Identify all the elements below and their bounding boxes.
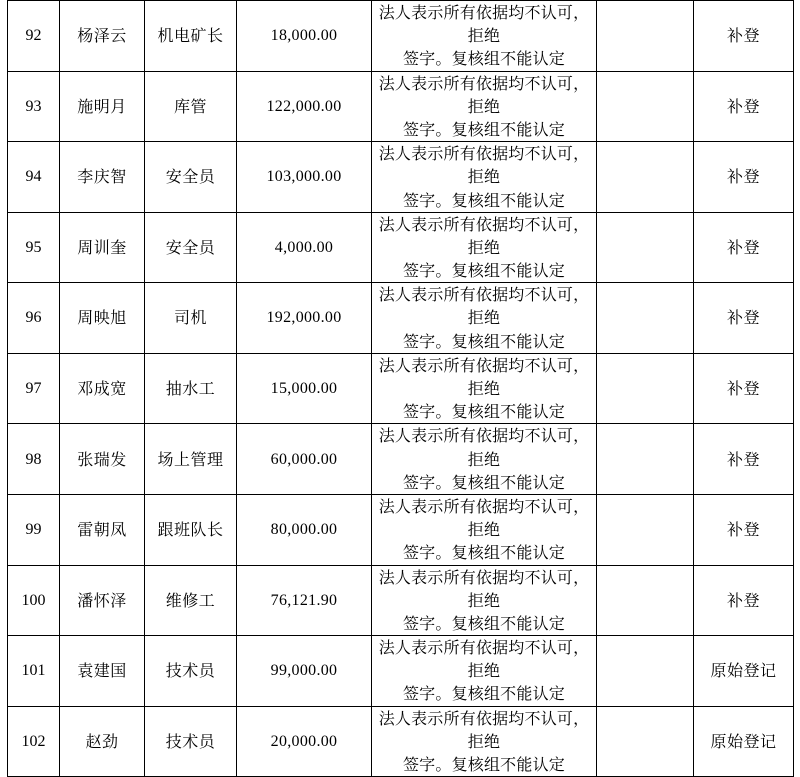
row-number-cell: 92	[8, 1, 60, 72]
claim-amount-cell: 60,000.00	[237, 424, 372, 495]
review-opinion-line-2: 签字。复核组不能认定	[402, 261, 565, 281]
review-opinion-line-2: 签字。复核组不能认定	[402, 755, 565, 774]
claim-amount-cell: 18,000.00	[237, 1, 372, 72]
review-opinion-cell	[372, 636, 597, 707]
table-row	[8, 212, 794, 283]
row-number-cell: 95	[8, 212, 60, 283]
review-opinion-line-1: 法人表示所有依据均不认可，拒绝	[378, 496, 590, 540]
notes-cell	[597, 142, 694, 213]
claim-amount-cell: 80,000.00	[237, 494, 372, 565]
claimant-name-cell: 邓成宽	[60, 353, 145, 424]
claimant-role-cell: 司机	[145, 283, 237, 354]
row-number-cell: 97	[8, 353, 60, 424]
claimant-role-cell: 技术员	[145, 636, 237, 707]
table-row	[8, 283, 794, 354]
table-row	[8, 636, 794, 707]
review-opinion-line-1: 法人表示所有依据均不认可，拒绝	[378, 708, 590, 751]
review-opinion-cell	[372, 142, 597, 213]
notes-cell	[597, 424, 694, 495]
review-opinion-line-2: 签字。复核组不能认定	[402, 49, 565, 69]
review-opinion-cell	[372, 706, 597, 777]
claims-table	[7, 0, 794, 777]
table-row	[8, 142, 794, 213]
notes-cell	[597, 283, 694, 354]
claim-amount-cell: 76,121.90	[237, 565, 372, 636]
row-number-cell: 98	[8, 424, 60, 495]
row-number-cell: 99	[8, 494, 60, 565]
table-row	[8, 1, 794, 72]
claim-amount-cell: 192,000.00	[237, 283, 372, 354]
review-opinion-line-1: 法人表示所有依据均不认可，拒绝	[378, 426, 590, 469]
claimant-role-cell: 抽水工	[145, 353, 237, 424]
table-row	[8, 706, 794, 777]
claim-amount-cell: 15,000.00	[237, 353, 372, 424]
table-row	[8, 565, 794, 636]
claimant-role-cell: 安全员	[145, 212, 237, 283]
review-opinion-cell	[372, 212, 597, 283]
review-opinion-line-2: 签字。复核组不能认定	[402, 331, 565, 351]
registration-type-cell: 补登	[694, 142, 794, 213]
review-opinion-cell	[372, 71, 597, 142]
review-opinion-line-2: 签字。复核组不能认定	[402, 119, 565, 139]
review-opinion-line-2: 签字。复核组不能认定	[402, 472, 565, 492]
claimant-name-cell: 李庆智	[60, 142, 145, 213]
registration-type-cell: 原始登记	[694, 636, 794, 707]
row-number-cell: 100	[8, 565, 60, 636]
review-opinion-line-2: 签字。复核组不能认定	[402, 543, 565, 563]
review-opinion-cell	[372, 424, 597, 495]
claimant-role-cell: 库管	[145, 71, 237, 142]
claimant-name-cell: 潘怀泽	[60, 565, 145, 636]
review-opinion-line-2: 签字。复核组不能认定	[402, 684, 565, 704]
review-opinion-cell	[372, 283, 597, 354]
review-opinion-line-1: 法人表示所有依据均不认可，拒绝	[378, 144, 590, 187]
registration-type-cell: 补登	[694, 283, 794, 354]
claimant-name-cell: 赵劲	[60, 706, 145, 777]
registration-type-cell: 补登	[694, 424, 794, 495]
claimant-role-cell: 场上管理	[145, 424, 237, 495]
registration-type-cell: 补登	[694, 71, 794, 142]
claimant-role-cell: 安全员	[145, 142, 237, 213]
table-row	[8, 494, 794, 565]
review-opinion-cell	[372, 494, 597, 565]
review-opinion-line-1: 法人表示所有依据均不认可，拒绝	[378, 214, 590, 257]
review-opinion-line-1: 法人表示所有依据均不认可，拒绝	[378, 73, 590, 116]
review-opinion-line-2: 签字。复核组不能认定	[402, 402, 565, 422]
review-opinion-cell	[372, 1, 597, 72]
claim-amount-cell: 103,000.00	[237, 142, 372, 213]
row-number-cell: 101	[8, 636, 60, 707]
claimant-name-cell: 袁建国	[60, 636, 145, 707]
claim-amount-cell: 20,000.00	[237, 706, 372, 777]
claimant-role-cell: 维修工	[145, 565, 237, 636]
row-number-cell: 93	[8, 71, 60, 142]
table-row	[8, 424, 794, 495]
review-opinion-line-1: 法人表示所有依据均不认可，拒绝	[378, 285, 590, 328]
notes-cell	[597, 71, 694, 142]
table-row	[8, 71, 794, 142]
claim-amount-cell: 4,000.00	[237, 212, 372, 283]
row-number-cell: 96	[8, 283, 60, 354]
row-number-cell: 102	[8, 706, 60, 777]
claimant-role-cell: 机电矿长	[145, 1, 237, 72]
claimant-name-cell: 张瑞发	[60, 424, 145, 495]
notes-cell	[597, 706, 694, 777]
review-opinion-line-1: 法人表示所有依据均不认可，拒绝	[378, 567, 590, 610]
registration-type-cell: 补登	[694, 353, 794, 424]
review-opinion-line-1: 法人表示所有依据均不认可，拒绝	[378, 3, 590, 46]
registration-type-cell: 补登	[694, 565, 794, 636]
notes-cell	[597, 353, 694, 424]
claimant-name-cell: 施明月	[60, 71, 145, 142]
registration-type-cell: 补登	[694, 1, 794, 72]
claimant-name-cell: 杨泽云	[60, 1, 145, 72]
review-opinion-line-1: 法人表示所有依据均不认可，拒绝	[378, 638, 590, 681]
claimant-name-cell: 周映旭	[60, 283, 145, 354]
notes-cell	[597, 636, 694, 707]
claim-amount-cell: 99,000.00	[237, 636, 372, 707]
review-opinion-cell	[372, 565, 597, 636]
claims-table-body	[8, 1, 794, 777]
review-opinion-line-2: 签字。复核组不能认定	[402, 190, 565, 210]
claim-amount-cell: 122,000.00	[237, 71, 372, 142]
claimant-role-cell: 技术员	[145, 706, 237, 777]
registration-type-cell: 补登	[694, 212, 794, 283]
notes-cell	[597, 212, 694, 283]
review-opinion-cell	[372, 353, 597, 424]
claimant-name-cell: 雷朝凤	[60, 494, 145, 565]
registration-type-cell: 补登	[694, 494, 794, 565]
table-row	[8, 353, 794, 424]
review-opinion-line-1: 法人表示所有依据均不认可，拒绝	[378, 355, 590, 398]
notes-cell	[597, 1, 694, 72]
registration-type-cell: 原始登记	[694, 706, 794, 777]
row-number-cell: 94	[8, 142, 60, 213]
review-opinion-line-2: 签字。复核组不能认定	[402, 613, 565, 633]
notes-cell	[597, 565, 694, 636]
notes-cell	[597, 494, 694, 565]
claimant-role-cell: 跟班队长	[145, 494, 237, 565]
claimant-name-cell: 周训奎	[60, 212, 145, 283]
